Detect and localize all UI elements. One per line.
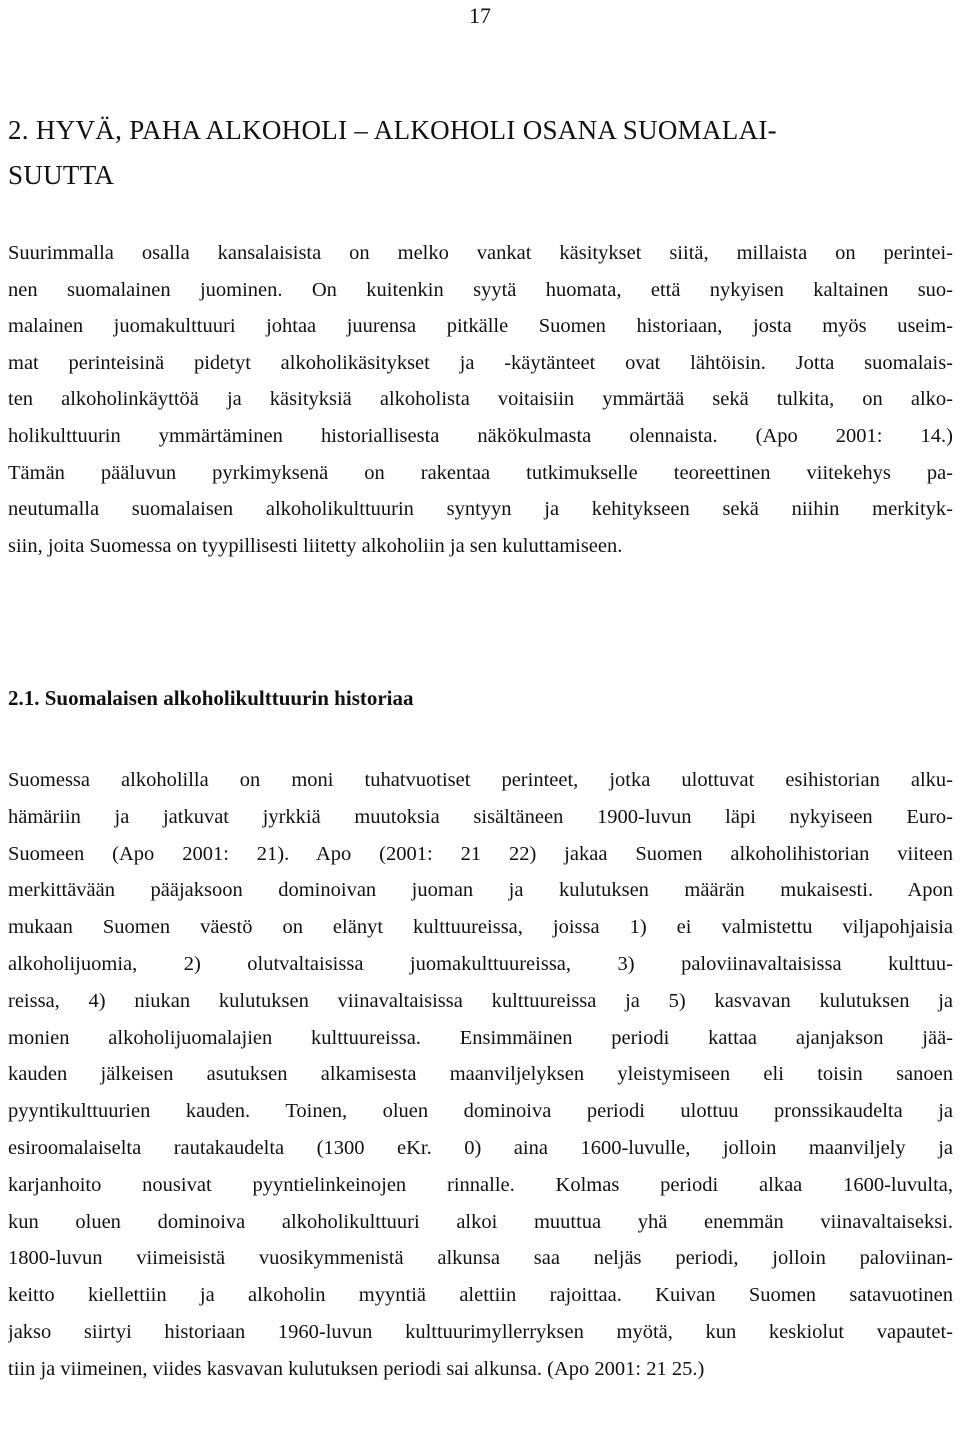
text-line: karjanhoito nousivat pyyntielinkeinojen rinnalle. Kolmas periodi alkaa 1600-luvulta, — [8, 1173, 953, 1196]
text-line: siin, joita Suomessa on tyypillisesti liitetty alkoholiin ja sen kuluttamiseen. — [8, 534, 623, 557]
chapter-title-line-1: 2. HYVÄ, PAHA ALKOHOLI – ALKOHOLI OSANA SUOMALAI- — [8, 115, 777, 145]
text-line: merkittävään pääjaksoon dominoivan juoman ja kulutuksen määrän mukaisesti. Apon — [8, 879, 953, 902]
text-line: keitto kiellettiin ja alkoholin myyntiä alettiin rajoittaa. Kuivan Suomen satavuotinen — [8, 1284, 953, 1307]
chapter-title-line-2: SUUTTA — [8, 160, 115, 190]
text-line: mukaan Suomen väestö on elänyt kulttuureissa, joissa 1) ei valmistettu viljapohjaisia — [8, 916, 953, 939]
text-line: Tämän pääluvun pyrkimyksenä on rakentaa tutkimukselle teoreettinen viitekehys pa- — [8, 461, 953, 484]
text-line: Suomessa alkoholilla on moni tuhatvuotiset perinteet, jotka ulottuvat esihistorian alku- — [8, 769, 953, 791]
text-line: alkoholijuomia, 2) olutvaltaisissa juomakulttuureissa, 3) paloviinavaltaisissa kulttuu- — [8, 952, 953, 975]
text-line: tiin ja viimeinen, viides kasvavan kulutuksen periodi sai alkunsa. (Apo 2001: 21 25.) — [8, 1357, 705, 1380]
text-line: esiroomalaiselta rautakaudelta (1300 eKr. 0) aina 1600-luvulle, jolloin maanviljely ja — [8, 1136, 953, 1159]
text-line: jakso siirtyi historiaan 1960-luvun kulttuurimyllerryksen myötä, kun keskiolut vapautet- — [8, 1320, 953, 1343]
text-line: 1800-luvun viimeisistä vuosikymmenistä alkunsa saa neljäs periodi, jolloin paloviinan- — [8, 1247, 953, 1270]
text-line: holikulttuurin ymmärtäminen historiallisesta näkökulmasta olennaista. (Apo 2001: 14.) — [8, 424, 953, 447]
text-line: malainen juomakulttuuri johtaa juurensa pitkälle Suomen historiaan, josta myös useim- — [8, 315, 953, 338]
text-line: nen suomalainen juominen. On kuitenkin syytä huomata, että nykyisen kaltainen suo- — [8, 278, 953, 301]
text-line: ten alkoholinkäyttöä ja käsityksiä alkoholista voitaisiin ymmärtää sekä tulkita, on alko- — [8, 388, 953, 411]
text-line: hämäriin ja jatkuvat jyrkkiä muutoksia sisältäneen 1900-luvun läpi nykyiseen Euro- — [8, 805, 953, 828]
text-line: kun oluen dominoiva alkoholikulttuuri alkoi muuttua yhä enemmän viinavaltaiseksi. — [8, 1210, 953, 1233]
text-line: kauden jälkeisen asutuksen alkamisesta maanviljelyksen yleistymiseen eli toisin sanoen — [8, 1063, 953, 1086]
history-paragraph — [8, 762, 953, 1388]
chapter-title — [8, 108, 953, 198]
text-line: mat perinteisinä pidetyt alkoholikäsitykset ja -käytänteet ovat lähtöisin. Jotta suomalais- — [8, 351, 953, 374]
intro-paragraph — [8, 235, 953, 564]
page-number: 17 — [469, 3, 491, 28]
text-line: monien alkoholijuomalajien kulttuureissa. Ensimmäinen periodi kattaa ajanjakson jää- — [8, 1026, 953, 1049]
text-line: reissa, 4) niukan kulutuksen viinavaltaisissa kulttuureissa ja 5) kasvavan kulutuksen ja — [8, 989, 953, 1012]
section-heading: 2.1. Suomalaisen alkoholikulttuurin historiaa — [8, 686, 414, 710]
text-line: Suomeen (Apo 2001: 21). Apo (2001: 21 22) jakaa Suomen alkoholihistorian viiteen — [8, 842, 953, 865]
text-line: neutumalla suomalaisen alkoholikulttuurin syntyyn ja kehitykseen sekä niihin merkityk- — [8, 498, 953, 521]
text-line: pyyntikulttuurien kauden. Toinen, oluen dominoiva periodi ulottuu pronssikaudelta ja — [8, 1100, 953, 1123]
text-line: Suurimmalla osalla kansalaisista on melko vankat käsitykset siitä, millaista on perintei- — [8, 242, 953, 264]
